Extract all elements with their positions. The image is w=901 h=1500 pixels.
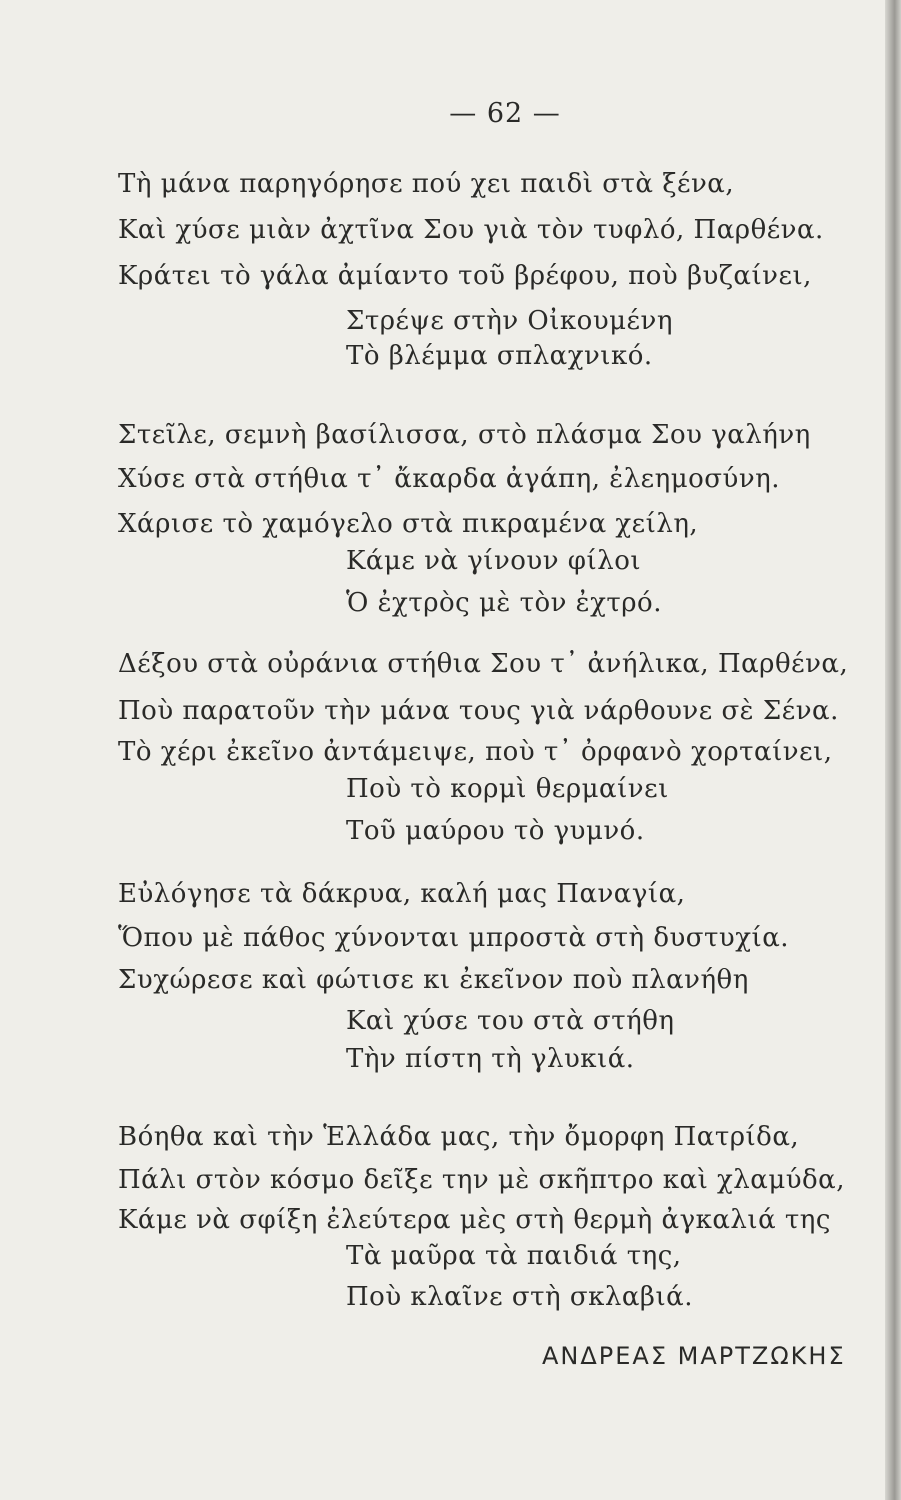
poem-line: Χύσε στὰ στήθια τ᾿ ἄκαρδα ἀγάπη, ἐλεημοσύνη.: [118, 464, 780, 494]
poem-line-indented: Τὸ βλέμμα σπλαχνικό.: [346, 341, 653, 371]
poem-line: Κράτει τὸ γάλα ἀμίαντο τοῦ βρέφου, ποὺ βυζαίνει,: [118, 261, 812, 291]
poem-line: Δέξου στὰ οὐράνια στήθια Σου τ᾿ ἀνήλικα, Παρθένα,: [118, 649, 849, 679]
poem-line-indented: Τὰ μαῦρα τὰ παιδιά της,: [346, 1241, 682, 1271]
poem-line: Καὶ χύσε μιὰν ἀχτῖνα Σου γιὰ τὸν τυφλό, Παρθένα.: [118, 215, 824, 245]
poem-line-indented: Ποὺ κλαῖνε στὴ σκλαβιά.: [346, 1282, 693, 1312]
poem-line-indented: Ὁ ἐχτρὸς μὲ τὸν ἐχτρό.: [346, 588, 662, 618]
poem-line-indented: Ποὺ τὸ κορμὶ θερμαίνει: [346, 774, 669, 804]
poem-line-indented: Τὴν πίστη τὴ γλυκιά.: [346, 1044, 635, 1074]
page-number: — 62 —: [449, 98, 561, 129]
poem-line: Κάμε νὰ σφίξη ἐλεύτερα μὲς στὴ θερμὴ ἀγκαλιά της: [118, 1205, 831, 1235]
poem-line: Ποὺ παρατοῦν τὴν μάνα τους γιὰ νάρθουνε σὲ Σένα.: [118, 696, 839, 726]
poem-line: Συχώρεσε καὶ φώτισε κι ἐκεῖνον ποὺ πλανήθη: [118, 965, 749, 995]
poem-line: Χάρισε τὸ χαμόγελο στὰ πικραμένα χείλη,: [118, 509, 699, 539]
page-edge-shadow: [885, 0, 901, 1500]
poem-line-indented: Στρέψε στὴν Οἰκουμένη: [346, 306, 673, 336]
author-signature: ΑΝΔΡΕΑΣ ΜΑΡΤΖΩΚΗΣ: [542, 1342, 846, 1370]
poem-line: Στεῖλε, σεμνὴ βασίλισσα, στὸ πλάσμα Σου γαλήνη: [118, 420, 811, 450]
poem-line-indented: Καὶ χύσε του στὰ στήθη: [346, 1006, 675, 1036]
poem-line: Τὴ μάνα παρηγόρησε πού χει παιδὶ στὰ ξένα,: [118, 169, 735, 199]
poem-line: Εὐλόγησε τὰ δάκρυα, καλή μας Παναγία,: [118, 879, 686, 909]
poem-line-indented: Τοῦ μαύρου τὸ γυμνό.: [346, 816, 645, 846]
poem-line: Πάλι στὸν κόσμο δεῖξε την μὲ σκῆπτρο καὶ χλαμύδα,: [118, 1165, 845, 1195]
poem-line: Τὸ χέρι ἐκεῖνο ἀντάμειψε, ποὺ τ᾿ ὀρφανὸ χορταίνει,: [118, 737, 833, 767]
poem-line-indented: Κάμε νὰ γίνουν φίλοι: [346, 546, 642, 576]
poem-line: Ὅπου μὲ πάθος χύνονται μπροστὰ στὴ δυστυχία.: [118, 923, 790, 953]
poem-line: Βόηθα καὶ τὴν Ἑλλάδα μας, τὴν ὄμορφη Πατρίδα,: [118, 1122, 800, 1152]
